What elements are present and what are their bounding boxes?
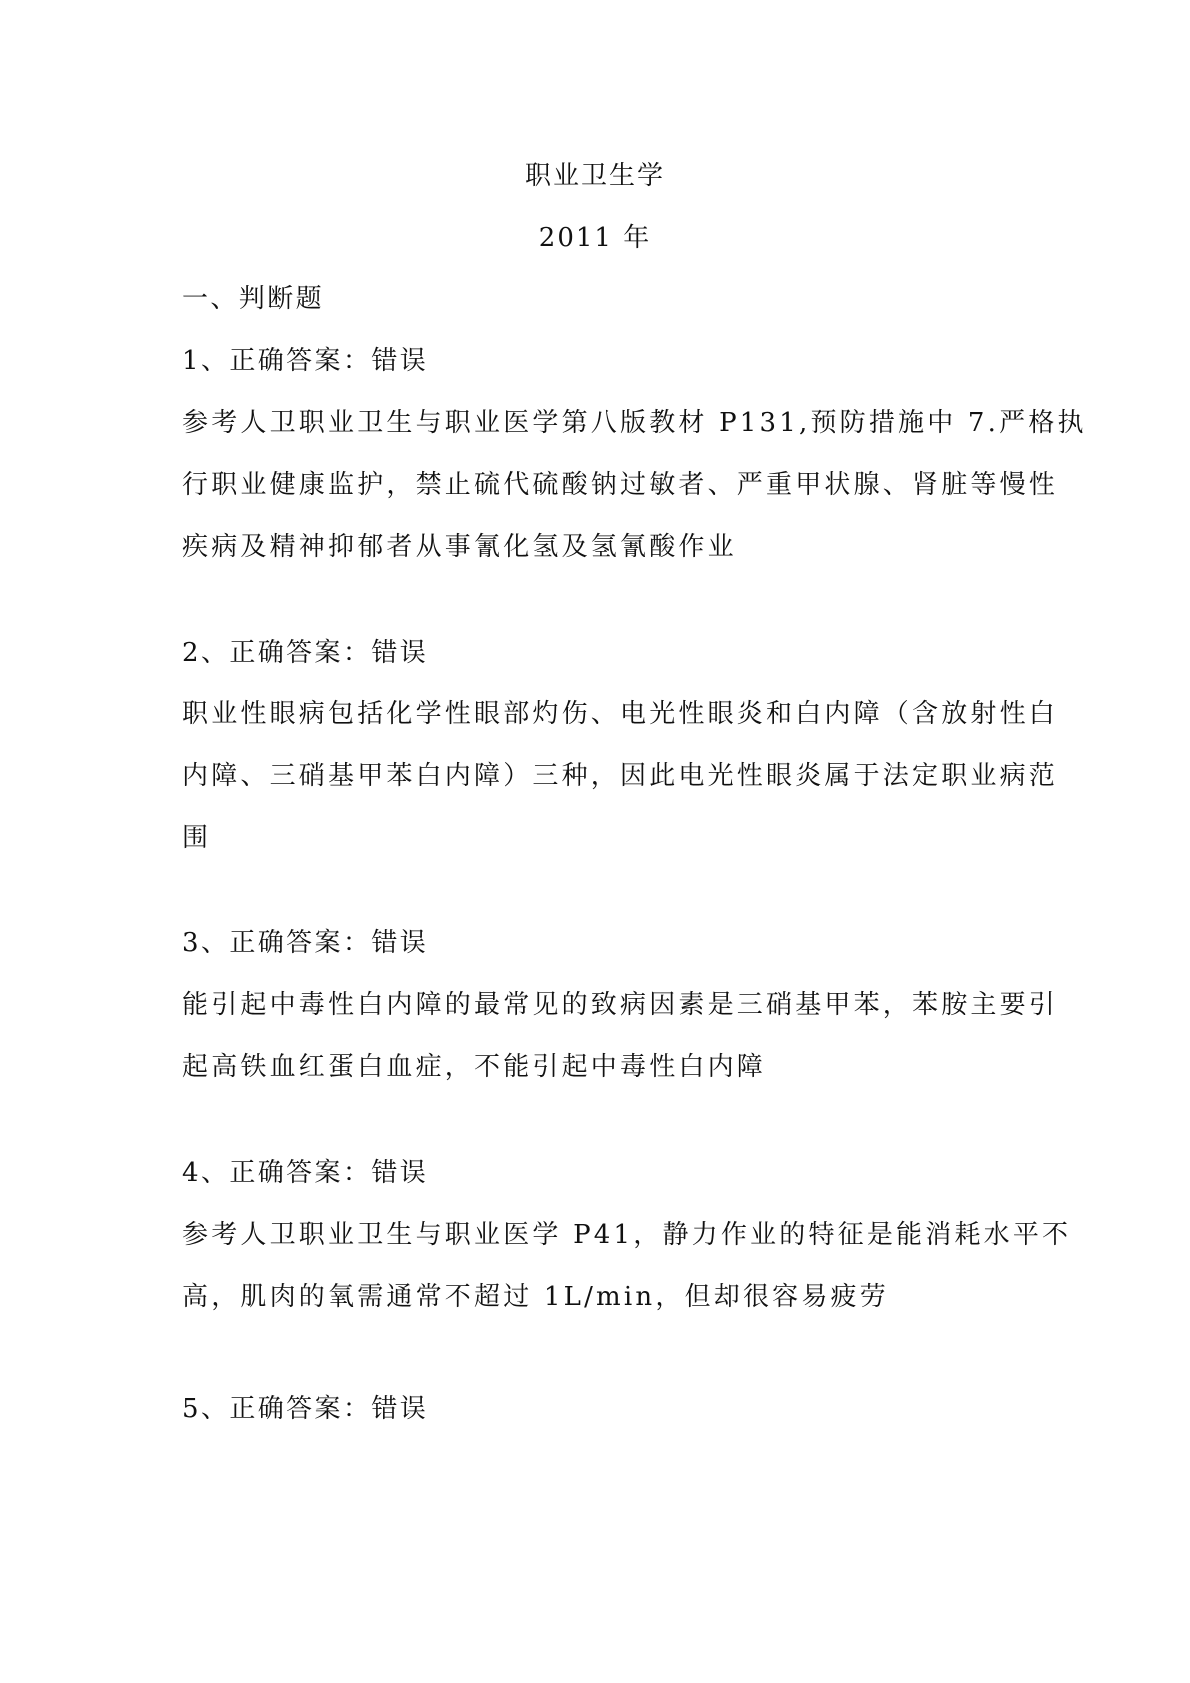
item-1-answer: 1、正确答案：错误 bbox=[182, 346, 429, 376]
item-4-answer: 4、正确答案：错误 bbox=[182, 1158, 429, 1188]
item-1-explanation-line-3: 疾病及精神抑郁者从事氰化氢及氢氰酸作业 bbox=[182, 532, 737, 562]
section-heading: 一、判断题 bbox=[182, 284, 325, 314]
document-year: 2011 年 bbox=[538, 223, 652, 253]
item-4-explanation-line-2: 高，肌肉的氧需通常不超过 1L/min，但却很容易疲劳 bbox=[182, 1282, 889, 1312]
item-3-explanation-line-2: 起高铁血红蛋白血症，不能引起中毒性白内障 bbox=[182, 1052, 767, 1082]
item-2-answer: 2、正确答案：错误 bbox=[182, 638, 429, 668]
item-2-explanation-line-3: 围 bbox=[182, 823, 212, 853]
item-5-answer: 5、正确答案：错误 bbox=[182, 1394, 429, 1424]
item-4-explanation-line-1: 参考人卫职业卫生与职业医学 P41，静力作业的特征是能消耗水平不 bbox=[182, 1220, 1072, 1250]
item-2-explanation-line-1: 职业性眼病包括化学性眼部灼伤、电光性眼炎和白内障（含放射性白 bbox=[182, 699, 1059, 729]
item-1-explanation-line-1: 参考人卫职业卫生与职业医学第八版教材 P131,预防措施中 7.严格执 bbox=[182, 408, 1087, 438]
item-2-explanation-line-2: 内障、三硝基甲苯白内障）三种，因此电光性眼炎属于法定职业病范 bbox=[182, 761, 1059, 791]
item-3-answer: 3、正确答案：错误 bbox=[182, 928, 429, 958]
item-3-explanation-line-1: 能引起中毒性白内障的最常见的致病因素是三硝基甲苯，苯胺主要引 bbox=[182, 990, 1059, 1020]
item-1-explanation-line-2: 行职业健康监护，禁止硫代硫酸钠过敏者、严重甲状腺、肾脏等慢性 bbox=[182, 470, 1059, 500]
document-title: 职业卫生学 bbox=[524, 161, 665, 191]
